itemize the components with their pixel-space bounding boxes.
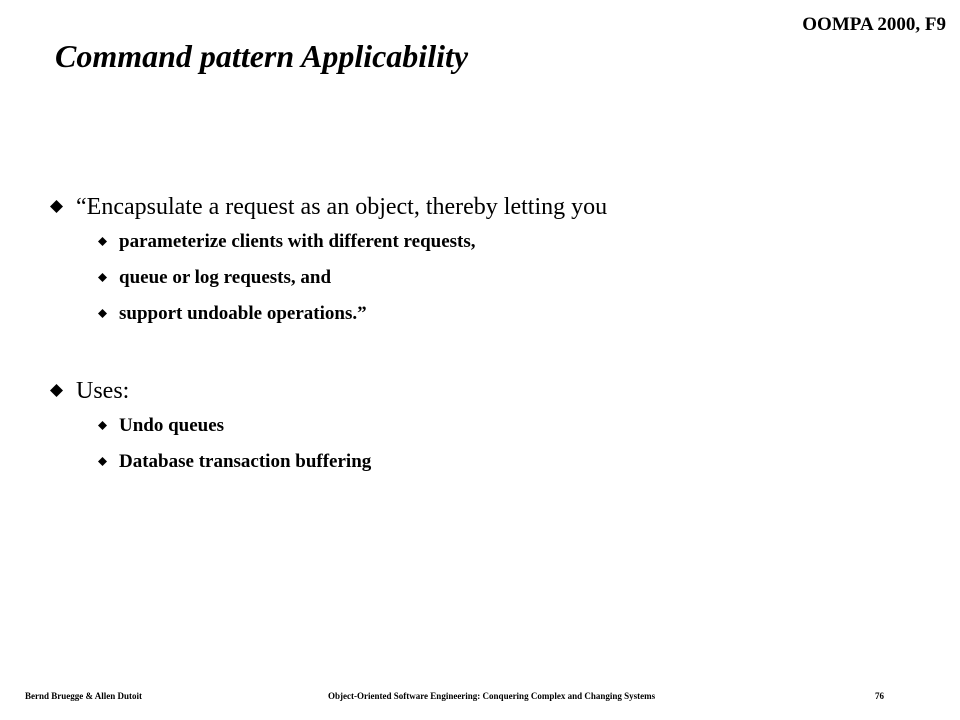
small-diamond-bullet-icon — [98, 457, 107, 466]
slide-title: Command pattern Applicability — [55, 38, 469, 74]
sub-bullet-list — [50, 414, 930, 474]
footer-authors: Bernd Bruegge & Allen Dutoit — [25, 691, 142, 701]
small-diamond-bullet-icon — [98, 273, 107, 282]
bullet-item — [50, 190, 930, 224]
small-diamond-bullet-icon — [98, 237, 107, 246]
footer-book-title: Object-Oriented Software Engineering: Conquering Complex and Changing Systems — [328, 691, 656, 701]
sub-bullet-item — [50, 302, 930, 326]
bullet-list — [50, 190, 930, 486]
sub-bullet-list — [50, 230, 930, 326]
bullet-item — [50, 374, 930, 408]
sub-bullet-item — [50, 230, 930, 254]
sub-bullet-item — [50, 450, 930, 474]
sub-bullet-text: Database transaction buffering — [119, 451, 372, 472]
bullet-text: “Encapsulate a request as an object, thereby letting you — [76, 194, 608, 220]
sub-bullet-text: queue or log requests, and — [119, 267, 332, 288]
bullet-text: Uses: — [76, 378, 130, 404]
sub-bullet-text: support undoable operations.” — [119, 303, 367, 324]
sub-bullet-item — [50, 266, 930, 290]
sub-bullet-text: Undo queues — [119, 415, 225, 436]
course-label: OOMPA 2000, F9 — [802, 14, 946, 35]
sub-bullet-item — [50, 414, 930, 438]
sub-bullet-text: parameterize clients with different requests, — [119, 231, 476, 252]
small-diamond-bullet-icon — [98, 421, 107, 430]
small-diamond-bullet-icon — [98, 309, 107, 318]
footer-page-number: 76 — [875, 691, 884, 701]
diamond-bullet-icon — [50, 200, 63, 213]
diamond-bullet-icon — [50, 384, 63, 397]
